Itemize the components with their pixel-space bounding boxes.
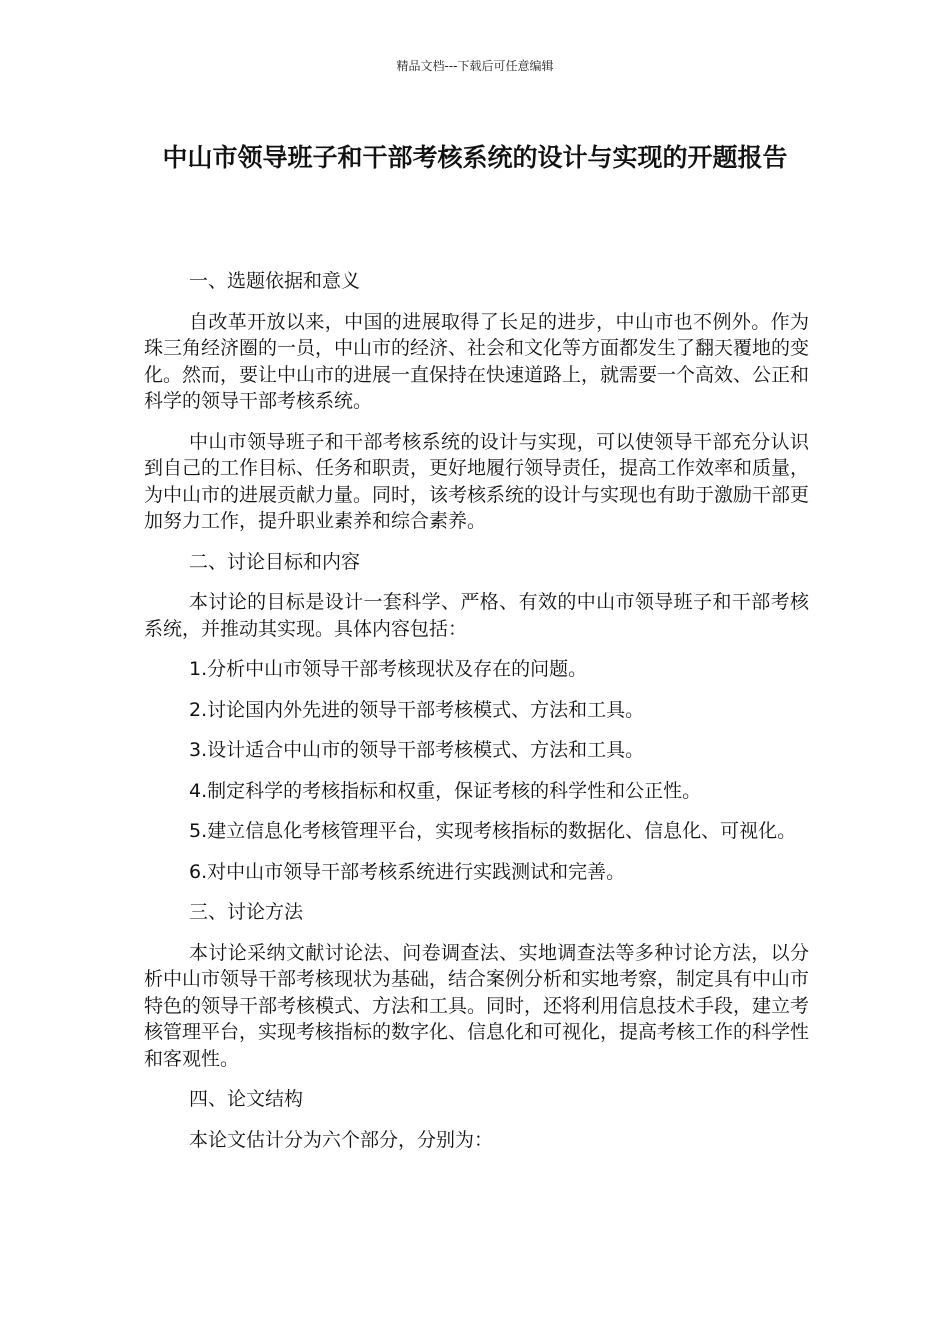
paragraph-2: 中山市领导班子和干部考核系统的设计与实现，可以使领导干部充分认识到自己的工作目标、任务和职责，更好地履行领导责任，提高工作效率和质量，为中山市的进展贡献力量。同时，该考核系统的设计与实现也有助于激励干部更加努力工作，提升职业素养和综合素养。 (144, 430, 810, 532)
section-heading-4: 四、论文结构 (189, 1088, 304, 1110)
paragraph-1: 自改革开放以来，中国的进展取得了长足的进步，中山市也不例外。作为珠三角经济圈的一员，中山市的经济、社会和文化等方面都发生了翻天覆地的变化。然而，要让中山市的进展一直保持在快速道路上，就需要一个高效、公正和科学的领导干部考核系统。 (144, 310, 810, 412)
list-item: 3.设计适合中山市的领导干部考核模式、方法和工具。 (189, 739, 645, 761)
section-heading-3: 三、讨论方法 (189, 901, 304, 923)
section-heading-2: 二、讨论目标和内容 (189, 550, 361, 573)
document-body (144, 268, 809, 1167)
paragraph-5: 本论文估计分为六个部分，分别为： (189, 1128, 494, 1151)
list-item: 2.讨论国内外先进的领导干部考核模式、方法和工具。 (189, 698, 645, 721)
header-note: 精品文档---下载后可任意编辑 (396, 59, 554, 73)
list-item: 5.建立信息化考核管理平台，实现考核指标的数据化、信息化、可视化。 (189, 820, 797, 842)
document-title: 中山市领导班子和干部考核系统的设计与实现的开题报告 (162, 143, 788, 172)
paragraph-3: 本讨论的目标是设计一套科学、严格、有效的中山市领导班子和干部考核系统，并推动其实现。具体内容包括： (144, 591, 809, 640)
list-item: 6.对中山市领导干部考核系统进行实践测试和完善。 (189, 860, 626, 883)
section-heading-1: 一、选题依据和意义 (189, 270, 361, 292)
list-item: 1.分析中山市领导干部考核现状及存在的问题。 (189, 658, 588, 680)
list-item: 4.制定科学的考核指标和权重，保证考核的科学性和公正性。 (189, 779, 702, 802)
paragraph-4: 本讨论采纳文献讨论法、问卷调查法、实地调查法等多种讨论方法，以分析中山市领导干部考核现状为基础，结合案例分析和实地考察，制定具有中山市特色的领导干部考核模式、方法和工具。同时，还将利用信息技术手段，建立考核管理平台，实现考核指标的数字化、信息化和可视化，提高考核工作的科学性和客观性。 (144, 941, 810, 1070)
